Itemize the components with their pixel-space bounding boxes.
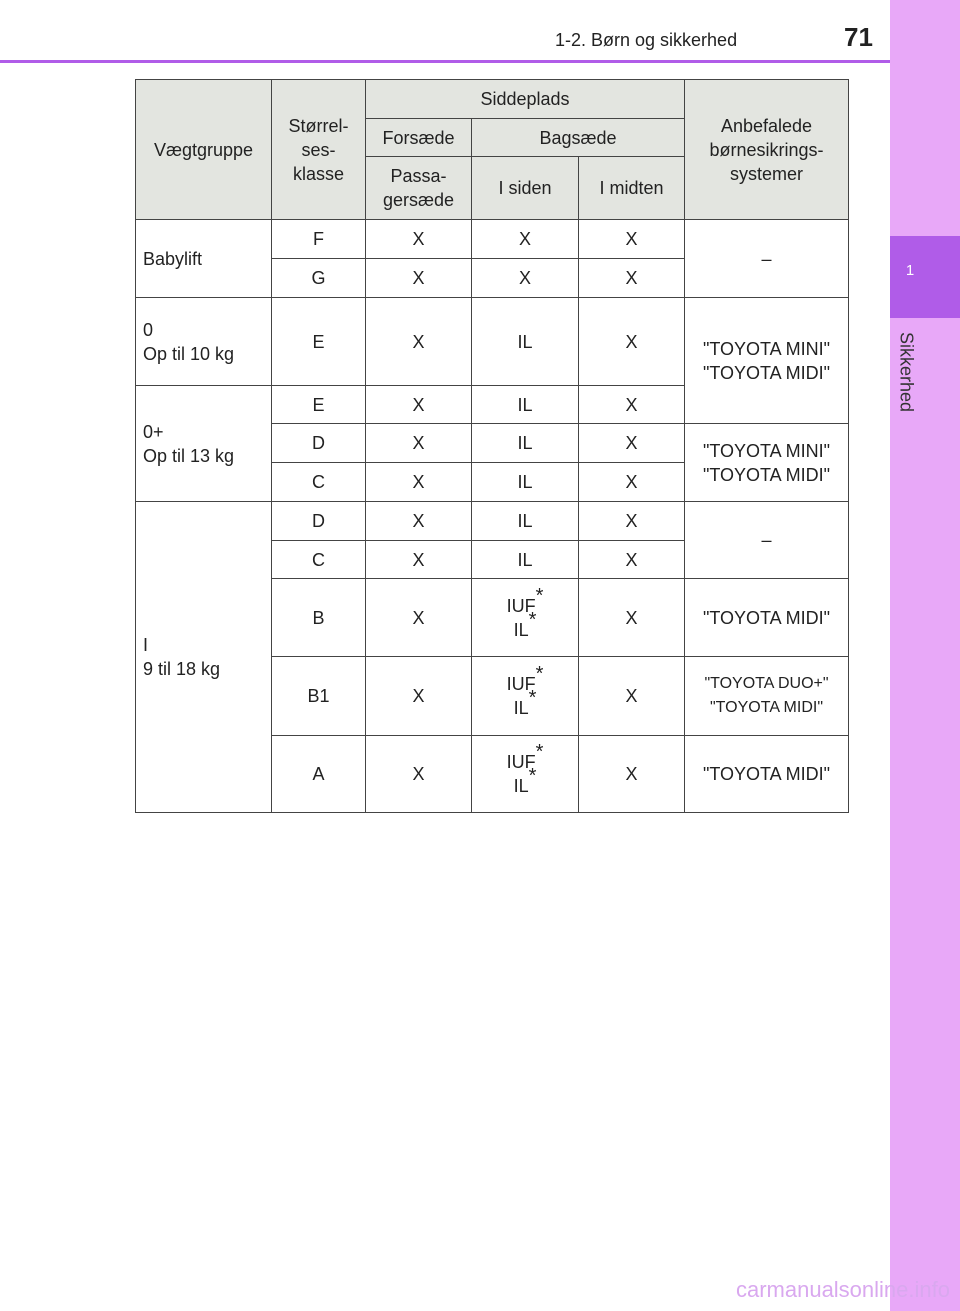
cell-middle: X (579, 298, 685, 386)
group-0plus (136, 386, 272, 502)
chapter-sidebar (890, 0, 960, 1311)
cell-class: D (272, 424, 366, 463)
value-iuf: IUF (506, 595, 536, 616)
cell-middle: X (579, 220, 685, 259)
asterisk-mark: * (528, 687, 537, 709)
header-weight-group: Vægtgruppe (136, 80, 272, 220)
cell-class: B (272, 579, 366, 657)
value-iuf: IUF (506, 752, 536, 772)
cell-class: D (272, 502, 366, 541)
asterisk-mark: * (535, 741, 544, 763)
group-1 (136, 502, 272, 813)
table-row (136, 220, 849, 259)
chapter-label-text: Sikkerhed (896, 332, 917, 413)
cell-front: X (366, 502, 472, 541)
header-seat-position: Siddeplads (366, 80, 685, 119)
value-iuf: IUF (506, 674, 536, 694)
group-0-line: 0 (143, 319, 154, 340)
cell-class: G (272, 259, 366, 298)
group-0-line: Op til 10 kg (143, 343, 235, 364)
cell-front: X (366, 463, 472, 502)
cell-class: E (272, 298, 366, 386)
cell-front: X (366, 298, 472, 386)
recommended-line: "TOYOTA MIDI" (702, 464, 831, 485)
value-il: IL (513, 619, 529, 640)
header-size-class-line: ses- (301, 139, 336, 160)
group-0 (136, 298, 272, 386)
table-row (136, 502, 849, 541)
group-0plus-line: Op til 13 kg (143, 445, 235, 466)
header-middle: I midten (579, 157, 685, 220)
cell-outer-line (474, 584, 576, 618)
cell-outer-line (474, 765, 576, 798)
cell-outer (472, 579, 579, 657)
header-front-seat: Forsæde (366, 119, 472, 157)
cell-front: X (366, 259, 472, 298)
cell-front: X (366, 736, 472, 813)
cell-class: B1 (272, 657, 366, 736)
cell-class: E (272, 386, 366, 424)
cell-recommended (685, 424, 849, 502)
cell-front: X (366, 657, 472, 736)
chapter-number: 1 (905, 262, 915, 279)
cell-outer-line (474, 687, 576, 720)
cell-outer: X (472, 220, 579, 259)
child-seat-table (135, 79, 849, 813)
header-size-class-line: Størrel- (288, 115, 349, 136)
value-il: IL (513, 776, 529, 796)
cell-class: C (272, 463, 366, 502)
cell-middle: X (579, 424, 685, 463)
cell-recommended: – (685, 220, 849, 298)
cell-recommended: "TOYOTA MIDI" (685, 579, 849, 657)
cell-middle: X (579, 502, 685, 541)
cell-class: C (272, 541, 366, 579)
cell-recommended (685, 298, 849, 424)
header-passenger-line: Passa- (390, 166, 447, 186)
header-recommended (685, 80, 849, 220)
cell-class: A (272, 736, 366, 813)
header-recommended-line: børnesikrings- (709, 139, 824, 160)
section-title: 1-2. Børn og sikkerhed (555, 30, 738, 50)
group-1-line: I (143, 635, 149, 655)
cell-middle: X (579, 657, 685, 736)
cell-outer (472, 736, 579, 813)
cell-outer: IL (472, 298, 579, 386)
cell-middle: X (579, 579, 685, 657)
chapter-label (893, 332, 919, 452)
cell-outer-line (474, 663, 576, 696)
recommended-line: "TOYOTA MINI" (702, 440, 831, 461)
cell-middle: X (579, 386, 685, 424)
asterisk-mark: * (535, 663, 544, 685)
group-1-line: 9 til 18 kg (143, 659, 221, 679)
value-il: IL (513, 698, 529, 718)
cell-front: X (366, 541, 472, 579)
cell-middle: X (579, 736, 685, 813)
cell-front: X (366, 386, 472, 424)
asterisk-mark: * (528, 608, 537, 631)
cell-middle: X (579, 463, 685, 502)
header-size-class-line: klasse (292, 163, 345, 184)
cell-outer-line (474, 741, 576, 774)
cell-recommended: "TOYOTA MIDI" (685, 736, 849, 813)
cell-middle: X (579, 259, 685, 298)
cell-outer: IL (472, 386, 579, 424)
asterisk-mark: * (535, 584, 544, 607)
header-rear-seat: Bagsæde (472, 119, 685, 157)
cell-outer (472, 657, 579, 736)
group-babylift: Babylift (136, 220, 272, 298)
header-outer: I siden (472, 157, 579, 220)
asterisk-mark: * (528, 765, 537, 787)
cell-front: X (366, 220, 472, 259)
header-divider (0, 60, 890, 63)
cell-outer: X (472, 259, 579, 298)
cell-class: F (272, 220, 366, 259)
recommended-line: "TOYOTA MINI" (702, 338, 831, 359)
cell-recommended (685, 657, 849, 736)
recommended-line: "TOYOTA MIDI" (710, 699, 823, 716)
recommended-line: "TOYOTA MIDI" (702, 362, 831, 383)
cell-front: X (366, 579, 472, 657)
cell-middle: X (579, 541, 685, 579)
cell-recommended: – (685, 502, 849, 579)
cell-outer-line (474, 608, 576, 642)
cell-front: X (366, 424, 472, 463)
header-passenger-seat (366, 157, 472, 220)
cell-outer: IL (472, 541, 579, 579)
header-size-class (272, 80, 366, 220)
cell-outer: IL (472, 463, 579, 502)
cell-outer: IL (472, 502, 579, 541)
header-passenger-line: gersæde (382, 190, 455, 210)
header-recommended-line: systemer (729, 163, 803, 184)
table-row (136, 298, 849, 386)
page-number: 71 (844, 22, 873, 52)
chapter-tab[interactable] (890, 236, 960, 318)
group-0plus-line: 0+ (143, 421, 164, 442)
cell-outer: IL (472, 424, 579, 463)
recommended-line: "TOYOTA DUO+" (704, 675, 829, 692)
header-recommended-line: Anbefalede (720, 115, 813, 136)
watermark: carmanualsonline.info (735, 1277, 950, 1302)
